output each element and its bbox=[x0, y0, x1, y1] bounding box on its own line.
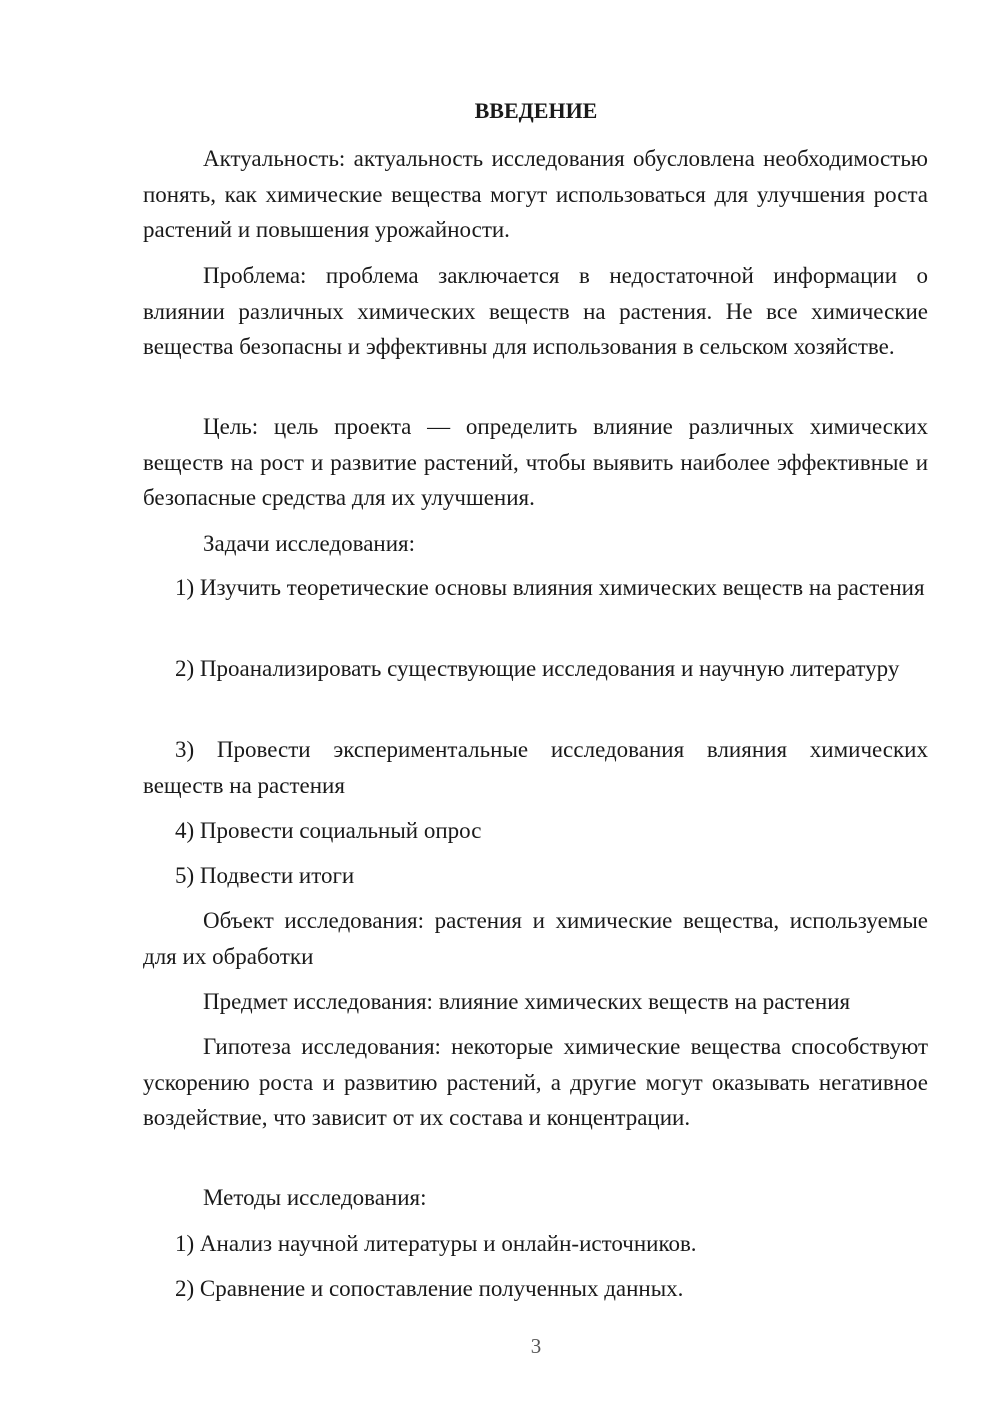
paragraph-relevance: Актуальность: актуальность исследования обусловлена необходимостью понять, как химические вещества могут использоваться для улучшения роста растений и повышения урожайности. bbox=[143, 146, 928, 242]
task-item-5: 5) Подвести итоги bbox=[175, 863, 355, 888]
task-item-2: 2) Проанализировать существующие исследования и научную литературу bbox=[175, 656, 900, 681]
paragraph-subject: Предмет исследования: влияние химических веществ на растения bbox=[203, 989, 851, 1014]
method-item-2: 2) Сравнение и сопоставление полученных данных. bbox=[175, 1276, 684, 1301]
paragraph-hypothesis: Гипотеза исследования: некоторые химические вещества способствуют ускорению роста и развитию растений, а другие могут оказывать негативное воздействие, что зависит от их состава и концентрации. bbox=[143, 1034, 928, 1130]
section-title: ВВЕДЕНИЕ bbox=[474, 98, 598, 123]
paragraph-object: Объект исследования: растения и химические вещества, используемые для их обработки bbox=[143, 908, 928, 969]
paragraph-problem: Проблема: проблема заключается в недостаточной информации о влиянии различных химических веществ на растения. Не все химические вещества безопасны и эффективны для использования в сельском хозяйстве. bbox=[143, 263, 928, 359]
task-item-4: 4) Провести социальный опрос bbox=[175, 818, 482, 843]
page-number: 3 bbox=[530, 1334, 542, 1358]
methods-heading: Методы исследования: bbox=[203, 1185, 427, 1210]
tasks-heading: Задачи исследования: bbox=[203, 531, 416, 556]
task-item-1: 1) Изучить теоретические основы влияния химических веществ на растения bbox=[175, 575, 925, 600]
task-item-3: 3) Провести экспериментальные исследования влияния химических веществ на растения bbox=[143, 737, 928, 798]
method-item-1: 1) Анализ научной литературы и онлайн-источников. bbox=[175, 1231, 697, 1256]
paragraph-goal: Цель: цель проекта — определить влияние различных химических веществ на рост и развитие растений, чтобы выявить наиболее эффективные и безопасные средства для их улучшения. bbox=[143, 414, 928, 510]
